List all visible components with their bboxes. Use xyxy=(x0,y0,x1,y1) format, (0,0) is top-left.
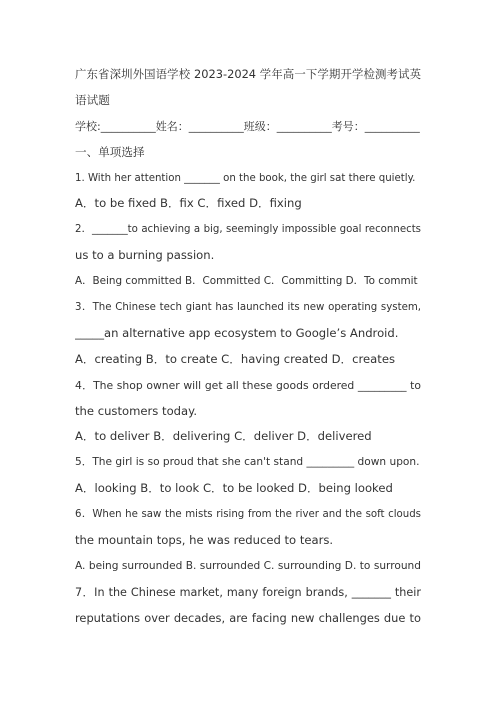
q4-stem-line-1: 4．The shop owner will get all these goods ordered _________ to xyxy=(75,378,421,392)
q6-options: A. being surrounded B. surrounded C. surrounding D. to surround xyxy=(75,559,421,572)
doc-title-line-2: 语试题 xyxy=(75,92,110,107)
q2-stem-line-1: 2．_______to achieving a big, seemingly impossible goal reconnects xyxy=(75,224,421,236)
student-info-line: 学校:__________姓名：__________班级：__________考号：__________ xyxy=(75,119,420,133)
q3-stem-line-2: _____an alternative app ecosystem to Google’s Android. xyxy=(75,325,399,340)
q4-stem-line-2: the customers today. xyxy=(75,403,198,418)
doc-title-line-1: 广东省深圳外国语学校 2023-2024 学年高一下学期开学检测考试英 xyxy=(75,67,421,81)
q3-options: A．creating B．to create C．having created D．creates xyxy=(75,351,395,366)
exam-page xyxy=(75,62,421,632)
section-heading: 一、单项选择 xyxy=(75,144,145,159)
q5-options: A．looking B．to look C．to be looked D．being looked xyxy=(75,481,393,496)
q1-options: A．to be fixed B．fix C．fixed D．fixing xyxy=(75,196,302,211)
q3-stem-line-1: 3．The Chinese tech giant has launched its new operating system, xyxy=(75,302,421,314)
q7-stem-line-1: 7．In the Chinese market, many foreign brands, _______ their xyxy=(75,585,421,599)
q5-stem-line-1: 5．The girl is so proud that she can't stand _________ down upon. xyxy=(75,456,420,469)
q1-stem-line-1: 1. With her attention _______ on the book, the girl sat there quietly. xyxy=(75,172,416,184)
q6-stem-line-2: the mountain tops, he was reduced to tears. xyxy=(75,533,334,548)
q6-stem-line-1: 6．When he saw the mists rising from the river and the soft clouds xyxy=(75,509,421,521)
q7-stem-line-2: reputations over decades, are facing new challenges due to xyxy=(75,610,421,625)
q2-stem-line-2: us to a burning passion. xyxy=(75,248,215,263)
q2-options: A．Being committed B．Committed C．Committing D．To commit xyxy=(75,275,418,288)
q4-options: A．to deliver B．delivering C．deliver D．delivered xyxy=(75,429,372,444)
